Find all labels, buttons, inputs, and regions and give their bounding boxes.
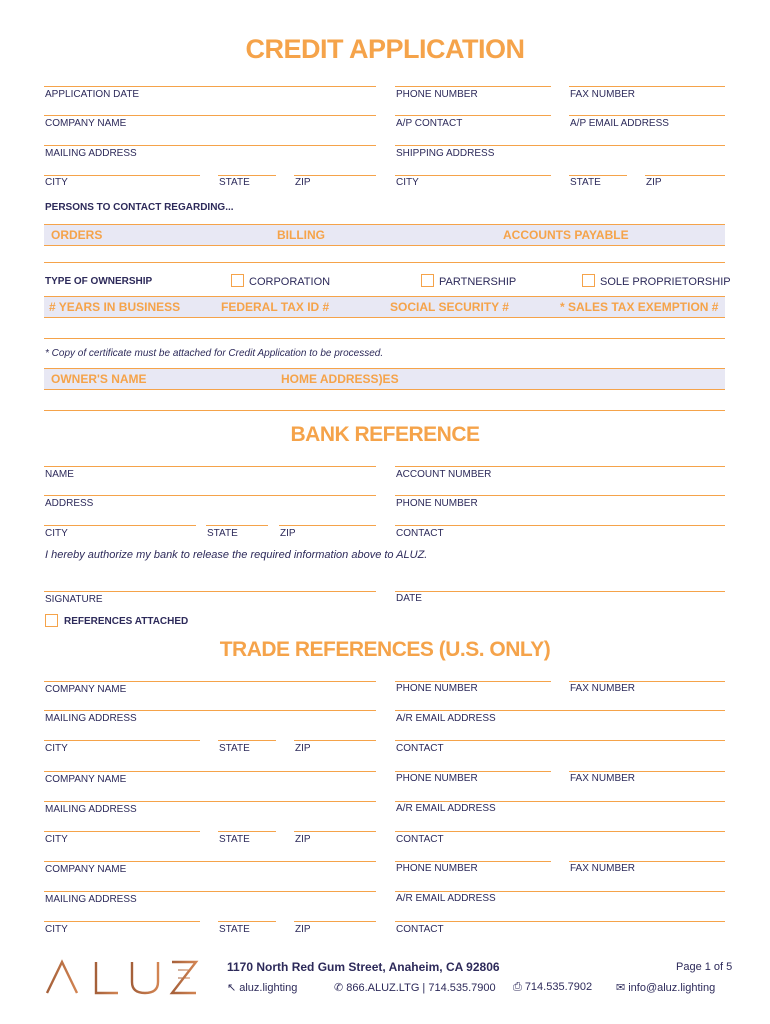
trade3-city-line[interactable] (44, 921, 200, 922)
bank-zip-line[interactable] (279, 525, 376, 526)
mail-icon: ✉ (616, 982, 626, 994)
trade3-mailing-line[interactable] (44, 891, 376, 892)
billing-label: BILLING (277, 228, 325, 242)
ship-state-label: STATE (570, 177, 601, 188)
ship-city-label: CITY (396, 177, 419, 188)
bank-phone-label: PHONE NUMBER (396, 498, 478, 509)
business-entry-line[interactable] (44, 338, 725, 339)
trade3-state-line[interactable] (218, 921, 276, 922)
trade3-email-label: A/R EMAIL ADDRESS (396, 893, 496, 904)
partnership-checkbox[interactable] (421, 274, 434, 287)
mailing-address-line[interactable] (44, 145, 376, 146)
trade1-mailing-line[interactable] (44, 710, 376, 711)
bank-city-label: CITY (45, 528, 68, 539)
bank-account-label: ACCOUNT NUMBER (396, 469, 492, 480)
trade3-contact-line[interactable] (395, 921, 725, 922)
trade3-phone-label: PHONE NUMBER (396, 863, 478, 874)
trade1-city-label: CITY (45, 743, 68, 754)
trade3-fax-label: FAX NUMBER (570, 863, 636, 874)
owner-name-label: OWNER'S NAME (51, 372, 147, 386)
ap-email-label: A/P EMAIL ADDRESS (570, 118, 669, 129)
trade3-phone-line[interactable] (395, 861, 551, 862)
references-attached-checkbox[interactable] (45, 614, 58, 627)
trade3-zip-line[interactable] (294, 921, 376, 922)
trade2-mailing-label: MAILING ADDRESS (45, 804, 137, 815)
bank-city-line[interactable] (44, 525, 196, 526)
ship-state-line[interactable] (569, 175, 627, 176)
bank-contact-line[interactable] (395, 525, 725, 526)
city-line[interactable] (44, 175, 200, 176)
trade1-state-label: STATE (219, 743, 250, 754)
phone-icon: ✆ (334, 982, 344, 994)
trade2-company-line[interactable] (44, 771, 376, 772)
footer-address: 1170 North Red Gum Street, Anaheim, CA 92806 (227, 960, 500, 974)
trade2-email-label: A/R EMAIL ADDRESS (396, 803, 496, 814)
trade1-company-line[interactable] (44, 681, 376, 682)
bank-phone-line[interactable] (395, 495, 725, 496)
footer-page: Page 1 of 5 (676, 961, 733, 973)
trade2-zip-line[interactable] (294, 831, 376, 832)
sole-proprietorship-checkbox[interactable] (582, 274, 595, 287)
application-date-label: APPLICATION DATE (45, 89, 140, 100)
trade1-company-label: COMPANY NAME (45, 684, 127, 695)
trade3-zip-label: ZIP (295, 924, 311, 935)
ap-email-line[interactable] (569, 115, 725, 116)
trade2-fax-line[interactable] (569, 771, 725, 772)
references-attached-label: REFERENCES ATTACHED (64, 616, 189, 627)
bank-address-label: ADDRESS (45, 498, 94, 509)
fax-number-line[interactable] (569, 86, 725, 87)
trade1-city-line[interactable] (44, 740, 200, 741)
zip-line[interactable] (294, 175, 376, 176)
footer-fax[interactable] (513, 981, 592, 994)
bank-state-label: STATE (207, 528, 238, 539)
ship-city-line[interactable] (395, 175, 551, 176)
trade3-company-line[interactable] (44, 861, 376, 862)
trade1-fax-label: FAX NUMBER (570, 683, 636, 694)
ownership-label: TYPE OF OWNERSHIP (45, 276, 153, 287)
partnership-label: PARTNERSHIP (439, 276, 517, 288)
trade3-city-label: CITY (45, 924, 68, 935)
contacts-entry-line[interactable] (44, 262, 725, 263)
trade1-email-line[interactable] (395, 710, 725, 711)
footer-email-text: info@aluz.lighting (628, 982, 716, 994)
bank-address-line[interactable] (44, 495, 376, 496)
signature-label: SIGNATURE (45, 594, 103, 605)
footer-website-text: aluz.lighting (239, 982, 298, 994)
page-title: CREDIT APPLICATION (245, 34, 525, 64)
trade2-state-label: STATE (219, 834, 250, 845)
footer-email[interactable] (616, 981, 715, 994)
state-line[interactable] (218, 175, 276, 176)
trade2-fax-label: FAX NUMBER (570, 773, 636, 784)
bank-date-line[interactable] (395, 591, 725, 592)
ship-zip-label: ZIP (646, 177, 662, 188)
trade1-zip-label: ZIP (295, 743, 311, 754)
trade2-zip-label: ZIP (295, 834, 311, 845)
bank-name-line[interactable] (44, 466, 376, 467)
trade1-mailing-label: MAILING ADDRESS (45, 713, 137, 724)
trade3-mailing-label: MAILING ADDRESS (45, 894, 137, 905)
bank-name-label: NAME (45, 469, 74, 480)
owner-entry-line[interactable] (44, 410, 725, 411)
ship-zip-line[interactable] (645, 175, 725, 176)
sales-tax-exemption-label: * SALES TAX EXEMPTION # (560, 300, 719, 314)
contacts-heading: PERSONS TO CONTACT REGARDING... (45, 202, 234, 213)
bank-account-line[interactable] (395, 466, 725, 467)
shipping-address-label: SHIPPING ADDRESS (396, 148, 495, 159)
bank-authorize-text: I hereby authorize my bank to release the required information above to ALUZ. (45, 549, 428, 561)
trade2-company-label: COMPANY NAME (45, 774, 127, 785)
aluz-logo (44, 958, 199, 996)
home-address-label: HOME ADDRESS)ES (281, 372, 399, 386)
zip-label: ZIP (295, 177, 311, 188)
phone-number-label: PHONE NUMBER (396, 89, 478, 100)
footer-fax-text: 714.535.7902 (524, 981, 593, 993)
cursor-icon: ↖ (227, 982, 237, 994)
trade1-phone-label: PHONE NUMBER (396, 683, 478, 694)
bank-contact-label: CONTACT (396, 528, 444, 539)
ap-contact-line[interactable] (395, 115, 551, 116)
fax-number-label: FAX NUMBER (570, 89, 636, 100)
trade3-contact-label: CONTACT (396, 924, 444, 935)
trade3-company-label: COMPANY NAME (45, 864, 127, 875)
accounts-payable-label: ACCOUNTS PAYABLE (503, 228, 629, 242)
trade3-email-line[interactable] (395, 891, 725, 892)
trade2-mailing-line[interactable] (44, 801, 376, 802)
trade2-phone-line[interactable] (395, 771, 551, 772)
sole-proprietorship-label: SOLE PROPRIETORSHIP (600, 276, 731, 288)
bank-reference-title: BANK REFERENCE (290, 423, 480, 446)
shipping-address-line[interactable] (395, 145, 725, 146)
years-in-business-label: # YEARS IN BUSINESS (49, 300, 181, 314)
ap-contact-label: A/P CONTACT (396, 118, 463, 129)
trade1-email-label: A/R EMAIL ADDRESS (396, 713, 496, 724)
trade-references-title: TRADE REFERENCES (U.S. ONLY) (219, 638, 551, 661)
signature-line[interactable] (44, 591, 376, 592)
trade1-contact-line[interactable] (395, 740, 725, 741)
orders-label: ORDERS (51, 228, 103, 242)
trade2-contact-label: CONTACT (396, 834, 444, 845)
footer-phone-text: 866.ALUZ.LTG | 714.535.7900 (346, 982, 496, 994)
footer-website[interactable] (227, 981, 297, 994)
footer-phone[interactable] (334, 981, 496, 994)
trade2-state-line[interactable] (218, 831, 276, 832)
trade2-phone-label: PHONE NUMBER (396, 773, 478, 784)
trade3-state-label: STATE (219, 924, 250, 935)
trade1-phone-line[interactable] (395, 681, 551, 682)
trade1-fax-line[interactable] (569, 681, 725, 682)
trade2-city-label: CITY (45, 834, 68, 845)
fax-icon: ⎙ (513, 981, 522, 993)
phone-number-line[interactable] (395, 86, 551, 87)
trade1-state-line[interactable] (218, 740, 276, 741)
trade2-email-line[interactable] (395, 801, 725, 802)
trade2-city-line[interactable] (44, 831, 200, 832)
certificate-note: * Copy of certificate must be attached for Credit Application to be processed. (45, 348, 384, 359)
trade3-fax-line[interactable] (569, 861, 725, 862)
mailing-address-label: MAILING ADDRESS (45, 148, 137, 159)
trade2-contact-line[interactable] (395, 831, 725, 832)
city-label: CITY (45, 177, 68, 188)
bank-date-label: DATE (396, 593, 422, 604)
company-name-line[interactable] (44, 115, 376, 116)
social-security-label: SOCIAL SECURITY # (390, 300, 509, 314)
trade1-zip-line[interactable] (294, 740, 376, 741)
federal-tax-id-label: FEDERAL TAX ID # (221, 300, 330, 314)
state-label: STATE (219, 177, 250, 188)
bank-zip-label: ZIP (280, 528, 296, 539)
corporation-label: CORPORATION (249, 276, 331, 288)
bank-state-line[interactable] (206, 525, 268, 526)
trade1-contact-label: CONTACT (396, 743, 444, 754)
company-name-label: COMPANY NAME (45, 118, 127, 129)
corporation-checkbox[interactable] (231, 274, 244, 287)
application-date-line[interactable] (44, 86, 376, 87)
